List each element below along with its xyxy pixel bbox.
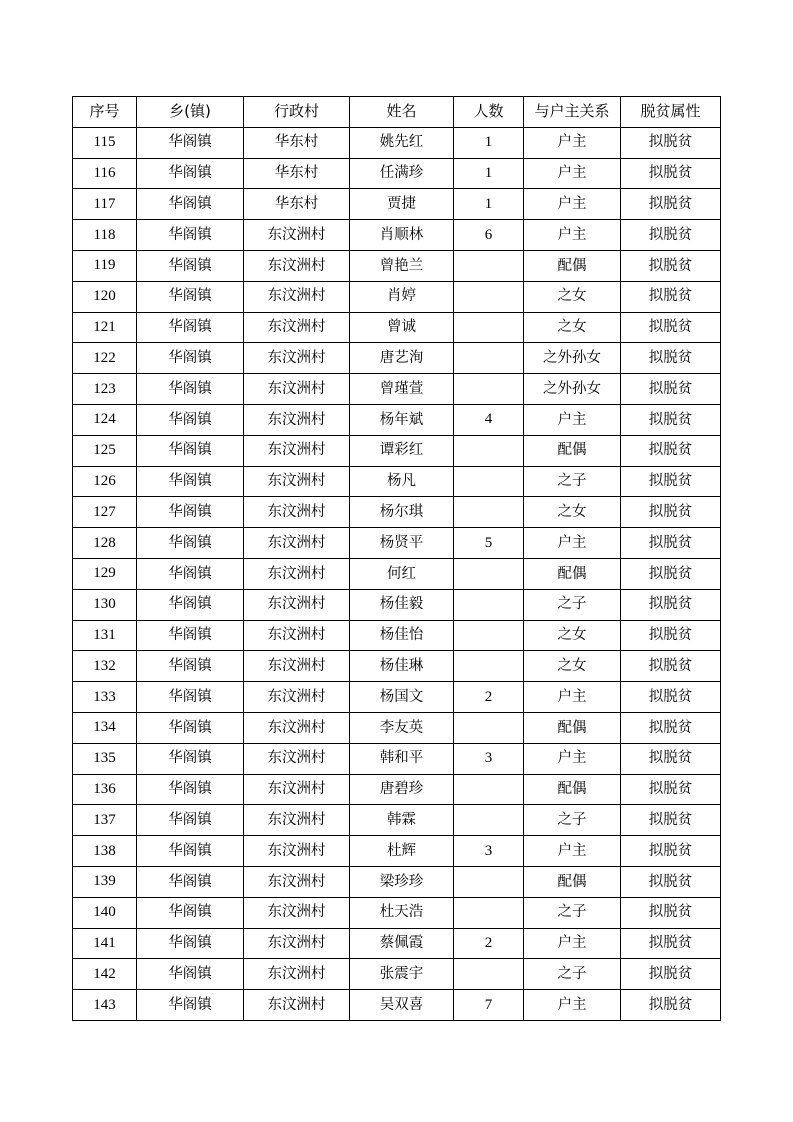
cell-village: 东汶洲村	[244, 712, 350, 743]
cell-serial: 121	[73, 312, 137, 343]
table-row	[73, 866, 721, 897]
cell-status: 拟脱贫	[621, 250, 721, 281]
cell-village: 东汶洲村	[244, 404, 350, 435]
cell-village: 东汶洲村	[244, 620, 350, 651]
cell-household-size: 1	[454, 189, 524, 220]
cell-serial: 118	[73, 220, 137, 251]
cell-name: 姚先红	[350, 127, 454, 158]
cell-status: 拟脱贫	[621, 435, 721, 466]
cell-village: 华东村	[244, 127, 350, 158]
cell-serial: 122	[73, 343, 137, 374]
cell-status: 拟脱贫	[621, 836, 721, 867]
cell-status: 拟脱贫	[621, 651, 721, 682]
cell-status: 拟脱贫	[621, 343, 721, 374]
cell-village: 东汶洲村	[244, 220, 350, 251]
cell-household-size: 3	[454, 743, 524, 774]
cell-name: 贾捷	[350, 189, 454, 220]
table-row	[73, 897, 721, 928]
cell-household-size: 2	[454, 682, 524, 713]
cell-status: 拟脱贫	[621, 712, 721, 743]
cell-name: 杨年斌	[350, 404, 454, 435]
cell-name: 杜天浩	[350, 897, 454, 928]
cell-village: 东汶洲村	[244, 682, 350, 713]
cell-name: 杨尔琪	[350, 497, 454, 528]
cell-relation: 配偶	[524, 435, 621, 466]
cell-serial: 123	[73, 374, 137, 405]
cell-village: 东汶洲村	[244, 312, 350, 343]
cell-serial: 139	[73, 866, 137, 897]
cell-township: 华阁镇	[137, 743, 244, 774]
cell-status: 拟脱贫	[621, 866, 721, 897]
cell-serial: 138	[73, 836, 137, 867]
cell-serial: 133	[73, 682, 137, 713]
cell-township: 华阁镇	[137, 127, 244, 158]
cell-township: 华阁镇	[137, 712, 244, 743]
cell-village: 东汶洲村	[244, 866, 350, 897]
cell-household-size	[454, 589, 524, 620]
cell-household-size	[454, 435, 524, 466]
cell-serial: 143	[73, 990, 137, 1021]
cell-relation: 之外孙女	[524, 343, 621, 374]
table-row	[73, 250, 721, 281]
cell-serial: 142	[73, 959, 137, 990]
cell-township: 华阁镇	[137, 374, 244, 405]
cell-relation: 配偶	[524, 712, 621, 743]
cell-household-size	[454, 805, 524, 836]
cell-relation: 户主	[524, 127, 621, 158]
cell-relation: 配偶	[524, 866, 621, 897]
table-row	[73, 127, 721, 158]
cell-household-size: 2	[454, 928, 524, 959]
cell-name: 韩霖	[350, 805, 454, 836]
cell-relation: 户主	[524, 189, 621, 220]
table-row	[73, 281, 721, 312]
cell-status: 拟脱贫	[621, 774, 721, 805]
cell-household-size: 1	[454, 127, 524, 158]
table-body	[73, 127, 721, 1020]
cell-serial: 116	[73, 158, 137, 189]
cell-township: 华阁镇	[137, 435, 244, 466]
table-row	[73, 651, 721, 682]
cell-name: 唐艺洵	[350, 343, 454, 374]
cell-status: 拟脱贫	[621, 897, 721, 928]
cell-household-size	[454, 343, 524, 374]
cell-status: 拟脱贫	[621, 743, 721, 774]
cell-name: 唐碧珍	[350, 774, 454, 805]
table-row	[73, 343, 721, 374]
cell-serial: 137	[73, 805, 137, 836]
cell-status: 拟脱贫	[621, 589, 721, 620]
cell-village: 东汶洲村	[244, 743, 350, 774]
cell-name: 杨佳毅	[350, 589, 454, 620]
cell-household-size: 5	[454, 528, 524, 559]
cell-serial: 130	[73, 589, 137, 620]
cell-status: 拟脱贫	[621, 558, 721, 589]
cell-household-size	[454, 651, 524, 682]
cell-serial: 136	[73, 774, 137, 805]
table-row	[73, 404, 721, 435]
cell-name: 杨佳怡	[350, 620, 454, 651]
cell-village: 东汶洲村	[244, 836, 350, 867]
cell-village: 东汶洲村	[244, 959, 350, 990]
header-serial: 序号	[73, 97, 137, 128]
table-row	[73, 774, 721, 805]
cell-serial: 119	[73, 250, 137, 281]
cell-village: 东汶洲村	[244, 466, 350, 497]
cell-relation: 户主	[524, 528, 621, 559]
cell-relation: 户主	[524, 220, 621, 251]
cell-serial: 129	[73, 558, 137, 589]
cell-status: 拟脱贫	[621, 528, 721, 559]
table-row	[73, 620, 721, 651]
cell-relation: 之外孙女	[524, 374, 621, 405]
cell-relation: 之子	[524, 589, 621, 620]
header-household-size: 人数	[454, 97, 524, 128]
cell-village: 东汶洲村	[244, 528, 350, 559]
cell-relation: 户主	[524, 836, 621, 867]
cell-name: 蔡佩霞	[350, 928, 454, 959]
cell-township: 华阁镇	[137, 220, 244, 251]
cell-serial: 135	[73, 743, 137, 774]
cell-village: 东汶洲村	[244, 651, 350, 682]
cell-serial: 132	[73, 651, 137, 682]
cell-township: 华阁镇	[137, 589, 244, 620]
cell-relation: 户主	[524, 990, 621, 1021]
header-relation: 与户主关系	[524, 97, 621, 128]
cell-status: 拟脱贫	[621, 959, 721, 990]
cell-village: 华东村	[244, 189, 350, 220]
cell-name: 任满珍	[350, 158, 454, 189]
cell-township: 华阁镇	[137, 312, 244, 343]
cell-household-size	[454, 897, 524, 928]
cell-status: 拟脱贫	[621, 312, 721, 343]
cell-status: 拟脱贫	[621, 682, 721, 713]
cell-township: 华阁镇	[137, 466, 244, 497]
cell-village: 东汶洲村	[244, 990, 350, 1021]
cell-name: 杜辉	[350, 836, 454, 867]
cell-relation: 之女	[524, 651, 621, 682]
cell-relation: 户主	[524, 682, 621, 713]
cell-name: 肖顺林	[350, 220, 454, 251]
cell-township: 华阁镇	[137, 866, 244, 897]
cell-name: 杨国文	[350, 682, 454, 713]
cell-relation: 之子	[524, 959, 621, 990]
table-row	[73, 220, 721, 251]
cell-relation: 之子	[524, 466, 621, 497]
cell-township: 华阁镇	[137, 928, 244, 959]
table-row	[73, 928, 721, 959]
cell-serial: 117	[73, 189, 137, 220]
cell-serial: 115	[73, 127, 137, 158]
cell-household-size	[454, 466, 524, 497]
table-row	[73, 959, 721, 990]
cell-township: 华阁镇	[137, 774, 244, 805]
cell-household-size	[454, 774, 524, 805]
poverty-roster-table	[72, 96, 721, 1021]
table-row	[73, 466, 721, 497]
cell-name: 李友英	[350, 712, 454, 743]
cell-township: 华阁镇	[137, 836, 244, 867]
table-row	[73, 312, 721, 343]
cell-village: 东汶洲村	[244, 250, 350, 281]
cell-status: 拟脱贫	[621, 374, 721, 405]
table-row	[73, 990, 721, 1021]
cell-township: 华阁镇	[137, 682, 244, 713]
cell-township: 华阁镇	[137, 558, 244, 589]
cell-township: 华阁镇	[137, 189, 244, 220]
cell-household-size	[454, 250, 524, 281]
table-header-row	[73, 97, 721, 128]
cell-status: 拟脱贫	[621, 127, 721, 158]
cell-name: 韩和平	[350, 743, 454, 774]
cell-status: 拟脱贫	[621, 990, 721, 1021]
cell-township: 华阁镇	[137, 158, 244, 189]
cell-serial: 127	[73, 497, 137, 528]
cell-village: 东汶洲村	[244, 805, 350, 836]
cell-village: 东汶洲村	[244, 343, 350, 374]
cell-serial: 120	[73, 281, 137, 312]
cell-township: 华阁镇	[137, 651, 244, 682]
table-row	[73, 558, 721, 589]
table-row	[73, 589, 721, 620]
cell-name: 谭彩红	[350, 435, 454, 466]
table-row	[73, 836, 721, 867]
cell-household-size	[454, 497, 524, 528]
cell-relation: 之女	[524, 281, 621, 312]
cell-name: 何红	[350, 558, 454, 589]
cell-serial: 125	[73, 435, 137, 466]
cell-township: 华阁镇	[137, 959, 244, 990]
cell-serial: 124	[73, 404, 137, 435]
header-township: 乡(镇)	[137, 97, 244, 128]
cell-status: 拟脱贫	[621, 466, 721, 497]
cell-relation: 之女	[524, 620, 621, 651]
cell-village: 东汶洲村	[244, 589, 350, 620]
cell-household-size: 7	[454, 990, 524, 1021]
cell-village: 东汶洲村	[244, 435, 350, 466]
cell-village: 东汶洲村	[244, 897, 350, 928]
cell-status: 拟脱贫	[621, 404, 721, 435]
cell-relation: 户主	[524, 404, 621, 435]
cell-household-size	[454, 312, 524, 343]
cell-township: 华阁镇	[137, 620, 244, 651]
cell-household-size	[454, 558, 524, 589]
cell-household-size	[454, 281, 524, 312]
cell-status: 拟脱贫	[621, 805, 721, 836]
header-name: 姓名	[350, 97, 454, 128]
cell-status: 拟脱贫	[621, 281, 721, 312]
cell-name: 张震宇	[350, 959, 454, 990]
cell-household-size	[454, 620, 524, 651]
cell-township: 华阁镇	[137, 250, 244, 281]
cell-name: 曾艳兰	[350, 250, 454, 281]
cell-relation: 户主	[524, 158, 621, 189]
cell-township: 华阁镇	[137, 281, 244, 312]
cell-household-size: 4	[454, 404, 524, 435]
cell-township: 华阁镇	[137, 343, 244, 374]
cell-relation: 之女	[524, 497, 621, 528]
cell-serial: 131	[73, 620, 137, 651]
cell-village: 东汶洲村	[244, 281, 350, 312]
cell-relation: 之子	[524, 897, 621, 928]
table-row	[73, 805, 721, 836]
cell-serial: 140	[73, 897, 137, 928]
cell-status: 拟脱贫	[621, 620, 721, 651]
cell-relation: 之子	[524, 805, 621, 836]
cell-township: 华阁镇	[137, 897, 244, 928]
cell-relation: 配偶	[524, 558, 621, 589]
cell-household-size	[454, 959, 524, 990]
cell-name: 肖婷	[350, 281, 454, 312]
table-row	[73, 528, 721, 559]
table-row	[73, 158, 721, 189]
cell-village: 华东村	[244, 158, 350, 189]
cell-relation: 户主	[524, 743, 621, 774]
header-status: 脱贫属性	[621, 97, 721, 128]
cell-household-size: 6	[454, 220, 524, 251]
cell-village: 东汶洲村	[244, 374, 350, 405]
cell-township: 华阁镇	[137, 404, 244, 435]
cell-status: 拟脱贫	[621, 497, 721, 528]
table-row	[73, 374, 721, 405]
table-row	[73, 712, 721, 743]
cell-status: 拟脱贫	[621, 189, 721, 220]
cell-household-size: 3	[454, 836, 524, 867]
cell-village: 东汶洲村	[244, 558, 350, 589]
cell-serial: 141	[73, 928, 137, 959]
header-village: 行政村	[244, 97, 350, 128]
cell-status: 拟脱贫	[621, 158, 721, 189]
cell-status: 拟脱贫	[621, 928, 721, 959]
cell-township: 华阁镇	[137, 990, 244, 1021]
cell-village: 东汶洲村	[244, 497, 350, 528]
cell-township: 华阁镇	[137, 528, 244, 559]
cell-serial: 134	[73, 712, 137, 743]
cell-relation: 配偶	[524, 250, 621, 281]
table-row	[73, 743, 721, 774]
cell-household-size	[454, 866, 524, 897]
cell-village: 东汶洲村	[244, 928, 350, 959]
cell-serial: 126	[73, 466, 137, 497]
cell-relation: 户主	[524, 928, 621, 959]
table-row	[73, 497, 721, 528]
cell-status: 拟脱贫	[621, 220, 721, 251]
cell-household-size	[454, 374, 524, 405]
cell-name: 吴双喜	[350, 990, 454, 1021]
cell-name: 杨贤平	[350, 528, 454, 559]
table-row	[73, 189, 721, 220]
cell-name: 曾诚	[350, 312, 454, 343]
cell-name: 梁珍珍	[350, 866, 454, 897]
cell-township: 华阁镇	[137, 497, 244, 528]
cell-name: 杨佳琳	[350, 651, 454, 682]
cell-name: 杨凡	[350, 466, 454, 497]
table-row	[73, 435, 721, 466]
cell-serial: 128	[73, 528, 137, 559]
cell-household-size: 1	[454, 158, 524, 189]
table-row	[73, 682, 721, 713]
cell-village: 东汶洲村	[244, 774, 350, 805]
cell-township: 华阁镇	[137, 805, 244, 836]
cell-relation: 之女	[524, 312, 621, 343]
cell-household-size	[454, 712, 524, 743]
cell-name: 曾瑾萱	[350, 374, 454, 405]
cell-relation: 配偶	[524, 774, 621, 805]
